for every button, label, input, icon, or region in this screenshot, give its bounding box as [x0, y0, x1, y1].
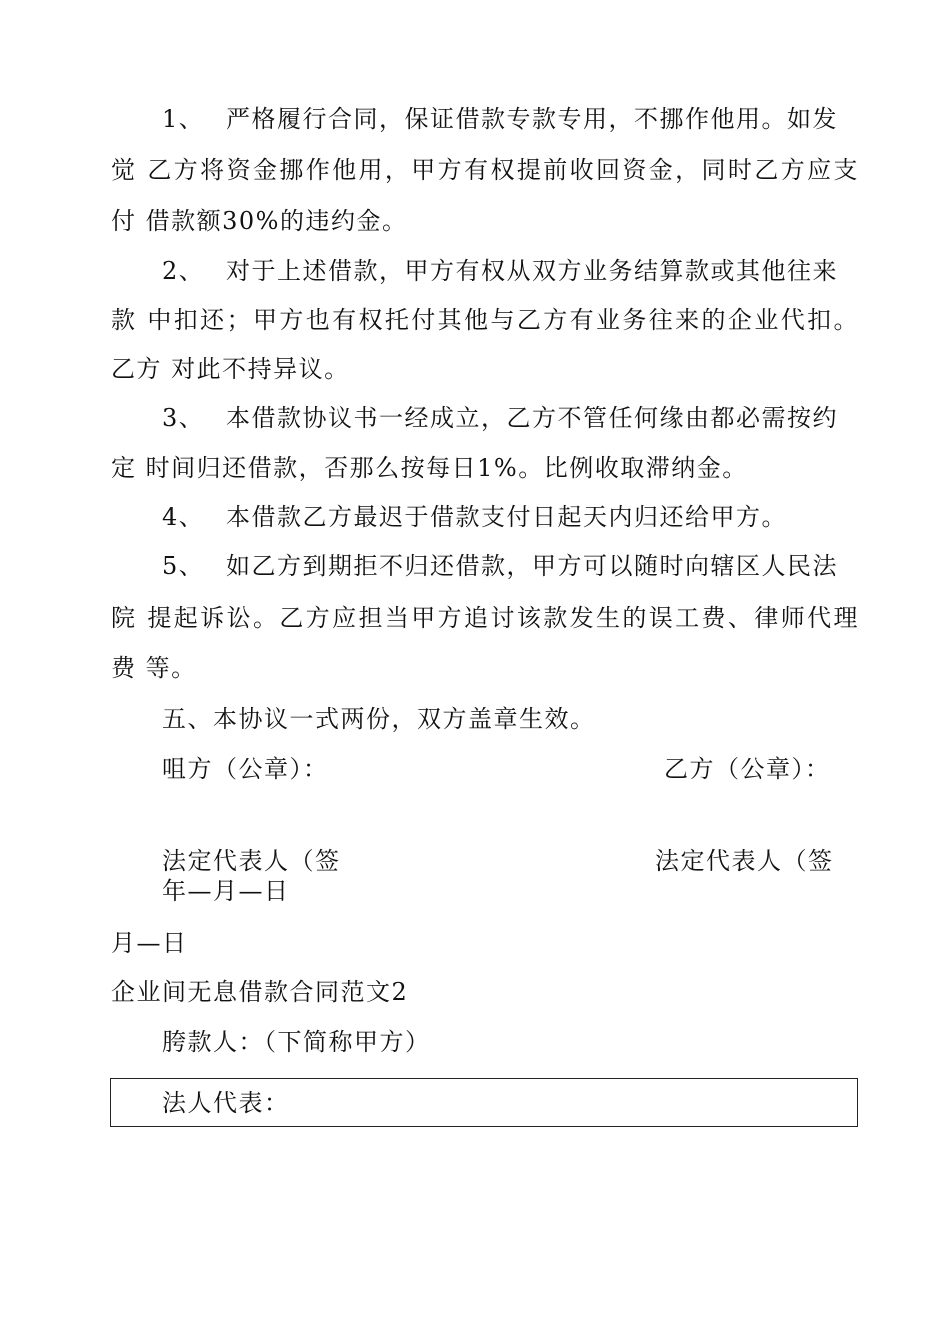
section-five: 五、本协议一式两份，双方盖章生效。 [162, 705, 596, 733]
legal-representative-label: 法人代表： [162, 1089, 290, 1117]
legal-representative-box [110, 1078, 858, 1127]
clause-2-text-1: 对于上述借款，甲方有权从双方业务结算款或其他往来 [226, 257, 838, 285]
party-b-seal: 乙方（公章）： [664, 755, 831, 783]
party-a-representative: 法定代表人（签 [162, 847, 341, 875]
clause-5-line-1 [162, 551, 838, 581]
contract-2-heading: 企业间无息借款合同范文2 [111, 978, 409, 1006]
clause-2-line-2: 款 中扣还；甲方也有权托付其他与乙方有业务往来的企业代扣。 [111, 306, 859, 334]
clause-5-number: 5、 [162, 552, 205, 580]
party-b-representative: 法定代表人（签 [655, 847, 834, 875]
clause-5-line-2: 院 提起诉讼。乙方应担当甲方追讨该款发生的误工费、律师代理 [111, 604, 859, 632]
clause-1-line-2: 觉 乙方将资金挪作他用，甲方有权提前收回资金，同时乙方应支 [111, 156, 859, 184]
clause-4-text-1: 本借款乙方最迟于借款支付日起天内归还给甲方。 [226, 503, 787, 531]
date-line-2: 月—日 [111, 929, 188, 957]
clause-3-line-2: 定 时间归还借款，否那么按每日1%。比例收取滞纳金。 [111, 454, 748, 482]
clause-5-text-1: 如乙方到期拒不归还借款，甲方可以随时向辖区人民法 [226, 552, 838, 580]
clause-4-number: 4、 [162, 503, 205, 531]
date-line-1: 年—月—日 [162, 877, 290, 905]
clause-5-line-3: 费 等。 [111, 654, 197, 682]
clause-2-line-1 [162, 256, 838, 286]
clause-1-line-3: 付 借款额30%的违约金。 [111, 207, 408, 235]
clause-1-line-1 [162, 104, 838, 134]
clause-1-text-1: 严格履行合同，保证借款专款专用，不挪作他用。如发 [226, 105, 838, 133]
clause-3-text-1: 本借款协议书一经成立，乙方不管任何缘由都必需按约 [226, 404, 838, 432]
clause-2-number: 2、 [162, 257, 205, 285]
lender-line: 胯款人：（下简称甲方） [162, 1028, 431, 1056]
clause-1-number: 1、 [162, 105, 205, 133]
clause-2-line-3: 乙方 对此不持异议。 [111, 355, 350, 383]
clause-3-line-1 [162, 403, 838, 433]
party-a-seal: 咀方（公章）： [162, 755, 329, 783]
clause-3-number: 3、 [162, 404, 205, 432]
clause-4-line-1 [162, 502, 787, 532]
